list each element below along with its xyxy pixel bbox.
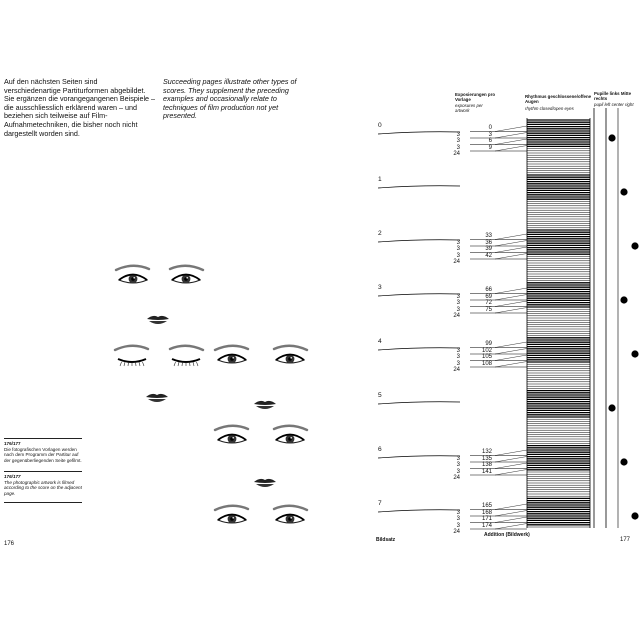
row-label: 1	[378, 176, 382, 183]
frame-connector	[495, 349, 527, 355]
frame-number: 72	[485, 300, 492, 306]
open-eye-artwork	[274, 506, 307, 524]
intro-text-german: Auf den nächsten Seiten sind verschiedenartige Partiturformen abgebildet. Sie ergänzen die vorangegangenen Beispiele – die ausschliesslich erklärend waren – und beziehen sich teilweise auf Film-Aufnahmetechniken, die bisher noch nicht dargestellt worden sind.	[4, 77, 156, 138]
frame-connector	[495, 301, 527, 307]
frame-number: 99	[485, 341, 492, 347]
footer-label: Bildsatz	[376, 537, 396, 543]
row-label: 4	[378, 338, 382, 345]
frame-connector	[495, 247, 527, 253]
frame-connector	[495, 355, 527, 361]
exposure-increment: 3	[456, 516, 460, 522]
row-baseline	[378, 348, 460, 350]
exposure-increment: 3	[456, 509, 460, 516]
frame-connector	[495, 126, 527, 132]
pupil-position-dot	[620, 296, 627, 303]
mouth-artwork	[254, 401, 276, 409]
frame-connector	[495, 342, 527, 348]
frame-number: 33	[485, 233, 492, 239]
caption-en-ref: 176/177	[4, 474, 21, 479]
exposure-increment: 3	[456, 455, 460, 462]
frame-number: 105	[481, 354, 492, 360]
exposure-increment: 3	[456, 360, 460, 367]
open-eye-artwork	[215, 346, 248, 364]
frame-number: 165	[481, 503, 492, 509]
frame-connector	[495, 254, 527, 260]
row-baseline	[378, 132, 460, 134]
row-baseline	[378, 294, 460, 296]
row-label: 3	[378, 284, 382, 291]
block-total: 24	[453, 259, 460, 265]
right-page	[320, 58, 640, 580]
addition-label: Addition (Bildwerk)	[484, 532, 530, 538]
pupil-position-dot	[608, 134, 615, 141]
frame-number: 0	[488, 125, 492, 131]
frame-connector	[495, 241, 527, 247]
frame-number: 168	[481, 509, 492, 516]
frame-connector	[495, 288, 527, 294]
frame-connector	[495, 139, 527, 145]
frame-connector	[495, 234, 527, 240]
row-baseline	[378, 402, 460, 404]
row-label: 7	[378, 500, 382, 507]
frame-connector	[495, 133, 527, 139]
exposure-increment: 3	[456, 300, 460, 306]
mouth-artwork	[254, 479, 276, 487]
exposure-increment: 3	[456, 246, 460, 252]
block-total: 24	[453, 529, 460, 535]
left-page-number: 176	[4, 541, 15, 547]
header-pupil-en: pupil left center right	[594, 102, 634, 107]
frame-connector	[495, 517, 527, 523]
pupil-position-dot	[620, 458, 627, 465]
block-total: 24	[453, 313, 460, 319]
exposure-increment: 3	[456, 354, 460, 360]
frame-number: 171	[481, 516, 492, 522]
pupil-position-dot	[631, 350, 638, 357]
header-rhythm-en: rhythm closed/open eyes	[525, 106, 574, 111]
block-total: 24	[453, 151, 460, 157]
caption-rule	[4, 438, 82, 439]
block-total: 24	[453, 475, 460, 481]
closed-eye-artwork	[170, 346, 203, 366]
exposure-increment: 3	[456, 293, 460, 300]
exposure-increment: 3	[456, 306, 460, 313]
closed-eye-artwork	[115, 346, 148, 366]
frame-connector	[495, 511, 527, 517]
header-pupil: Pupille links Mitte rechts	[594, 91, 632, 101]
row-baseline	[378, 186, 460, 188]
caption-english: The photographic artwork is filmed according to the score on the adjacent page.	[4, 480, 82, 496]
mouth-artwork	[147, 316, 169, 324]
row-baseline	[378, 240, 460, 242]
open-eye-artwork	[274, 426, 307, 444]
frame-number: 42	[485, 252, 492, 259]
exposure-increment: 3	[456, 131, 460, 138]
caption-rule	[4, 471, 82, 472]
mouth-artwork	[146, 394, 168, 402]
open-eye-artwork	[170, 266, 203, 284]
frame-number: 9	[488, 144, 492, 151]
open-eye-artwork	[215, 426, 248, 444]
frame-number: 132	[481, 449, 492, 455]
header-exposures: Exposierungen pro Vorlage	[455, 92, 496, 102]
row-baseline	[378, 510, 460, 512]
pupil-position-dot	[631, 242, 638, 249]
exposure-increment: 3	[456, 138, 460, 144]
left-page	[0, 58, 321, 580]
header-exposures-en: exposures per artwork	[455, 103, 483, 113]
row-label: 5	[378, 392, 382, 399]
frame-number: 138	[481, 462, 492, 468]
intro-text-english: Succeeding pages illustrate other types of scores. They supplement the preceding examples and occasionally relate to techniques of film production not yet presented.	[163, 77, 297, 121]
row-baseline	[378, 456, 460, 458]
frame-connector	[495, 524, 527, 530]
open-eye-artwork	[274, 346, 307, 364]
exposure-increment: 3	[456, 347, 460, 354]
frame-number: 3	[488, 131, 492, 138]
header-rhythm: Rhythmus geschlossene/offene Augen	[525, 94, 592, 104]
frame-number: 135	[481, 455, 492, 462]
exposure-increment: 3	[456, 468, 460, 475]
frame-number: 141	[481, 468, 492, 475]
row-label: 0	[378, 122, 382, 129]
pupil-position-dot	[620, 188, 627, 195]
row-label: 2	[378, 230, 382, 237]
frame-number: 39	[485, 246, 492, 252]
caption-rule	[4, 502, 82, 503]
frame-number: 66	[485, 287, 492, 293]
frame-connector	[495, 295, 527, 301]
frame-number: 174	[481, 522, 492, 529]
pupil-position-dot	[608, 404, 615, 411]
exposure-increment: 3	[456, 252, 460, 259]
exposure-increment: 3	[456, 462, 460, 468]
frame-number: 69	[485, 293, 492, 300]
caption-german: Die fotografischen Vorlagen werden nach dem Programm der Partitur auf der gegenüberliegenden Seite gefilmt.	[4, 447, 82, 463]
caption-de-ref: 176/177	[4, 441, 21, 446]
frame-number: 102	[481, 347, 492, 354]
frame-number: 6	[488, 138, 492, 144]
frame-number: 108	[481, 360, 492, 367]
frame-connector	[495, 463, 527, 469]
exposure-increment: 3	[456, 522, 460, 529]
exposure-increment: 3	[456, 144, 460, 151]
frame-number: 36	[485, 239, 492, 246]
block-total: 24	[453, 367, 460, 373]
frame-connector	[495, 457, 527, 463]
frame-connector	[495, 308, 527, 314]
frame-connector	[495, 146, 527, 152]
open-eye-artwork	[116, 266, 149, 284]
exposure-increment: 3	[456, 239, 460, 246]
open-eye-artwork	[215, 506, 248, 524]
frame-connector	[495, 470, 527, 476]
frame-connector	[495, 450, 527, 456]
right-page-number: 177	[620, 537, 631, 543]
pupil-position-dot	[631, 512, 638, 519]
frame-number: 75	[485, 306, 492, 313]
frame-connector	[495, 362, 527, 368]
row-label: 6	[378, 446, 382, 453]
frame-connector	[495, 504, 527, 510]
